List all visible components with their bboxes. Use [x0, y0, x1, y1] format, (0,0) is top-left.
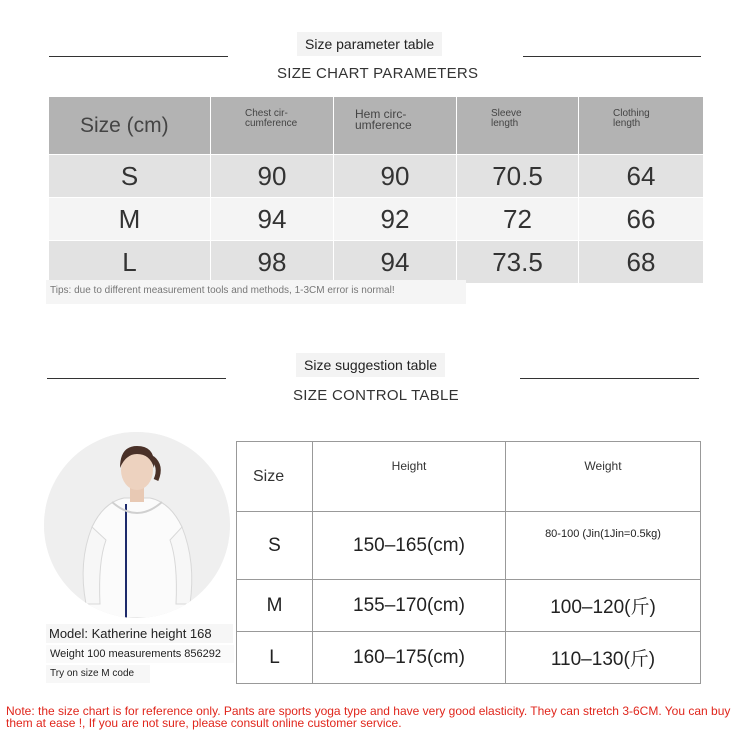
cell-sleeve: 72 [457, 198, 579, 241]
header-hem-line2: umference [355, 118, 412, 132]
cell-weight: 110–130(斤) [506, 632, 701, 684]
cell-height: 155–170(cm) [313, 580, 506, 632]
cell-size: M [49, 198, 211, 241]
reference-note: Note: the size chart is for reference only. Pants are sports yoga type and have very good elasticity. They can stretch 3-6CM. You can buy them at ease !, If you are not sure, please consult online customer service. [6, 704, 731, 730]
title-rule-right [523, 56, 701, 57]
table-row [49, 155, 704, 198]
header-hem [334, 97, 457, 155]
header-clothing-line2: length [613, 118, 641, 129]
title-rule-right-2 [520, 378, 699, 379]
cell-size: L [49, 241, 211, 284]
cell-size: S [49, 155, 211, 198]
header-chest-line1: Chest cir- [245, 108, 288, 119]
header-sleeve [457, 97, 579, 155]
cell-hem: 94 [334, 241, 457, 284]
header-hem-line1: Hem circ- [355, 107, 407, 121]
suggestion-section-title: Size suggestion table [296, 353, 445, 377]
header-sleeve-line1: Sleeve [491, 108, 522, 119]
cell-chest: 94 [211, 198, 334, 241]
cell-size: L [237, 632, 313, 684]
table-row [49, 198, 704, 241]
header-size-cm: Size (cm) [49, 97, 211, 155]
header-clothing-line1: Clothing [613, 108, 650, 119]
cell-length: 64 [579, 155, 704, 198]
table-row [49, 241, 704, 284]
table-row [237, 632, 701, 684]
header-weight: Weight [506, 442, 701, 512]
cell-length: 66 [579, 198, 704, 241]
cell-height: 150–165(cm) [313, 512, 506, 580]
model-illustration [44, 432, 230, 618]
suggestion-section-subtitle: SIZE CONTROL TABLE [293, 387, 459, 404]
size-suggestion-table [236, 441, 701, 684]
cell-chest: 90 [211, 155, 334, 198]
cell-sleeve: 70.5 [457, 155, 579, 198]
cell-height: 160–175(cm) [313, 632, 506, 684]
cell-weight: 100–120(斤) [506, 580, 701, 632]
cell-size: M [237, 580, 313, 632]
cell-hem: 90 [334, 155, 457, 198]
title-rule-left [49, 56, 228, 57]
cell-hem: 92 [334, 198, 457, 241]
model-info-line3: Try on size M code [46, 665, 150, 683]
table-row [237, 512, 701, 580]
cell-weight: 80-100 (Jin(1Jin=0.5kg) [506, 512, 701, 580]
param-section-title: Size parameter table [297, 32, 442, 56]
cell-sleeve: 73.5 [457, 241, 579, 284]
model-info-line2: Weight 100 measurements 856292 [46, 645, 234, 663]
suggestion-header-row [237, 442, 701, 512]
size-parameter-table [48, 96, 704, 284]
header-height: Height [313, 442, 506, 512]
measurement-tips: Tips: due to different measurement tools and methods, 1-3CM error is normal! [46, 280, 466, 304]
cell-length: 68 [579, 241, 704, 284]
header-chest [211, 97, 334, 155]
param-section-subtitle: SIZE CHART PARAMETERS [277, 65, 479, 82]
cell-chest: 98 [211, 241, 334, 284]
header-sleeve-line2: length [491, 118, 519, 129]
title-rule-left-2 [47, 378, 226, 379]
header-clothing [579, 97, 704, 155]
model-info-line1: Model: Katherine height 168 [46, 624, 233, 643]
table-row [237, 580, 701, 632]
model-photo [44, 432, 230, 618]
header-size: Size [237, 442, 313, 512]
header-chest-line2: cumference [245, 118, 298, 129]
cell-size: S [237, 512, 313, 580]
